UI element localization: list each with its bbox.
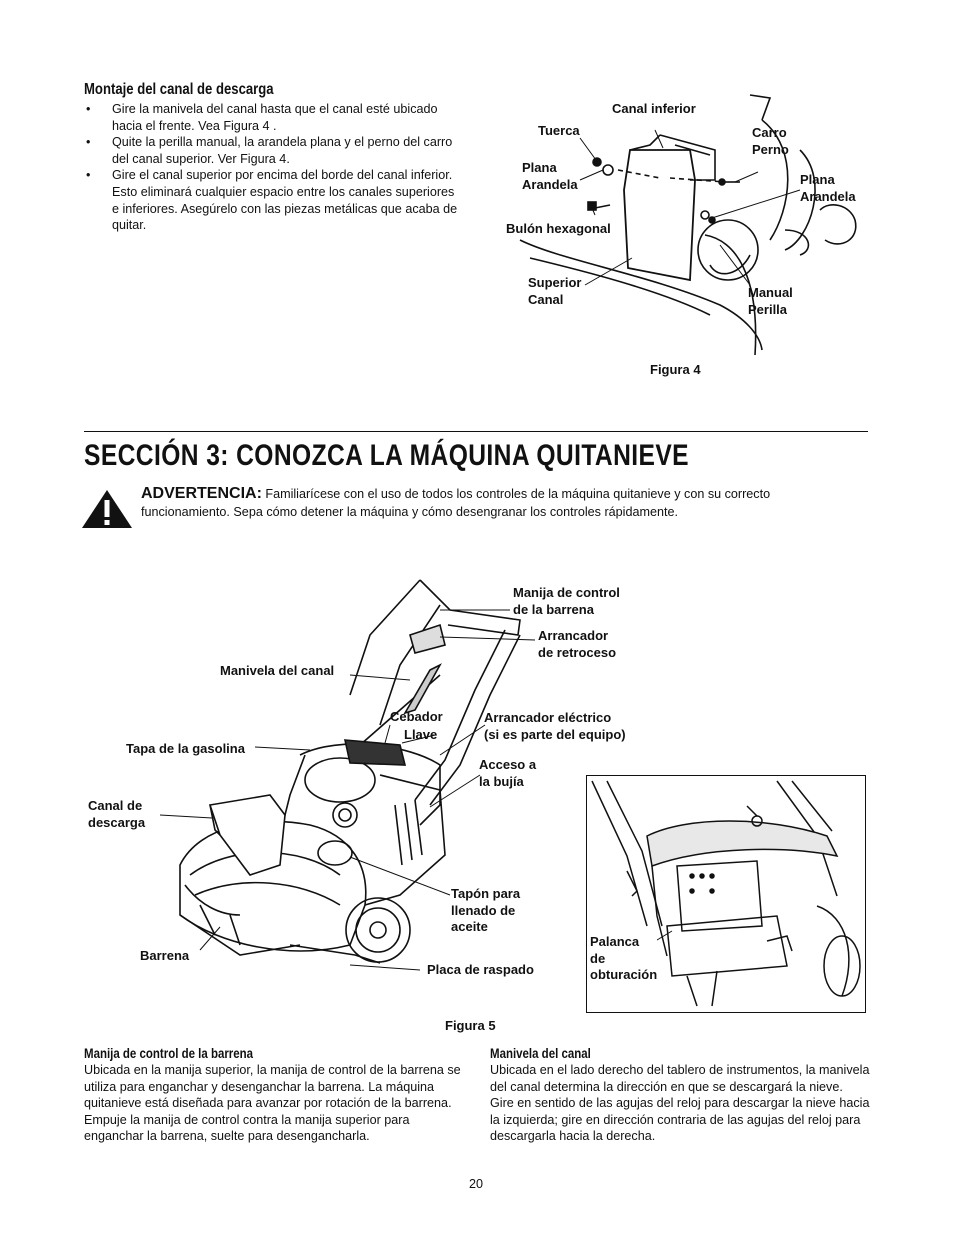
manija-heading: Manija de control de la barrena: [84, 1045, 254, 1061]
fig4-label-bulon: Bulón hexagonal: [506, 221, 611, 236]
fig5-label-tapon-aceite: Tapón para llenado de aceite: [451, 886, 521, 934]
warning-title: ADVERTENCIA:: [141, 485, 262, 502]
fig4-label-canal-inferior: Canal inferior: [612, 101, 696, 116]
mount-bullet-list: [84, 101, 464, 234]
fig5-label-cebador: Cebador: [390, 709, 443, 724]
manija-text: Ubicada en la manija superior, la manija de control de la barrena se utiliza para enganchar y desenganchar la barrena. La máquina quitanieve está diseñada para avanzar por rotación de la barrena. Empuje la manija de control contra la manija superior para enganchar la barrena, suelte para desengancharla.: [84, 1063, 461, 1144]
page-number: 20: [469, 1177, 484, 1191]
fig4-label-manual-perilla: Manual Perilla: [748, 285, 793, 317]
figure-4-caption: Figura 4: [650, 362, 701, 377]
fig5-label-canal-descarga: Canal de descarga: [88, 798, 146, 830]
fig4-label-tuerca: Tuerca: [538, 123, 580, 138]
warning-block: [141, 485, 861, 521]
figure-5-inset: [586, 775, 866, 1013]
fig5-label-tapa-gasolina: Tapa de la gasolina: [126, 741, 245, 756]
fig5-label-llave: Llave: [404, 727, 438, 742]
fig5-label-arrancador-retroceso: Arrancador de retroceso: [538, 628, 617, 660]
fig5-label-acceso-bujia: Acceso a la bujía: [479, 757, 537, 789]
fig5-label-manija-control: Manija de control de la barrena: [513, 585, 620, 617]
fig4-label-plana-arandela-right: Plana Arandela: [800, 172, 856, 204]
fig5-label-arrancador-electrico: Arrancador eléctrico (si es parte del equipo): [484, 710, 626, 742]
mount-bullet-2: • Quite la perilla manual, la arandela plana y el perno del carro del canal superior. Ver Figura 4.: [84, 134, 464, 167]
fig5-label-manivela-canal: Manivela del canal: [220, 663, 335, 678]
section-title: SECCIÓN 3: CONOZCA LA MÁQUINA QUITANIEVE: [84, 439, 689, 472]
fig5-label-palanca: Palanca de obturación: [590, 934, 658, 982]
manivela-heading: Manivela del canal: [490, 1045, 591, 1061]
warning-icon: [80, 488, 134, 530]
mount-bullet-1: • Gire la manivela del canal hasta que el canal esté ubicado hacia el frente. Vea Figura 4 .: [84, 101, 464, 134]
fig4-label-superior-canal: Superior Canal: [528, 275, 582, 307]
fig4-label-plana-arandela-left: Plana Arandela: [522, 160, 578, 192]
warning-text: Familiarícese con el uso de todos los controles de la máquina quitanieve y con su correcto funcionamiento. Sepa cómo detener la máquina y cómo desengranar los controles rápidamente.: [141, 487, 771, 519]
mount-heading: Montaje del canal de descarga: [84, 81, 274, 98]
section-divider: [84, 431, 868, 432]
fig4-label-carro-perno: Carro Perno: [752, 125, 789, 157]
mount-bullet-3: • Gire el canal superior por encima del borde del canal inferior. Esto eliminará cualquier espacio entre los canales superiores e inferiores. Asegúrelo con las piezas metálicas que acaba de quitar.: [84, 167, 464, 233]
manivela-text: Ubicada en el lado derecho del tablero de instrumentos, la manivela del canal determina la dirección en que se descargará la nieve. Gire en sentido de las agujas del reloj para descargar la nieve hacia la izquierda; gire en dirección contraria de las agujas del reloj para descargarla hacia la derecha.: [490, 1063, 870, 1144]
fig5-label-placa: Placa de raspado: [427, 962, 534, 977]
figure-5-caption: Figura 5: [445, 1018, 496, 1033]
fig5-label-barrena: Barrena: [140, 948, 190, 963]
